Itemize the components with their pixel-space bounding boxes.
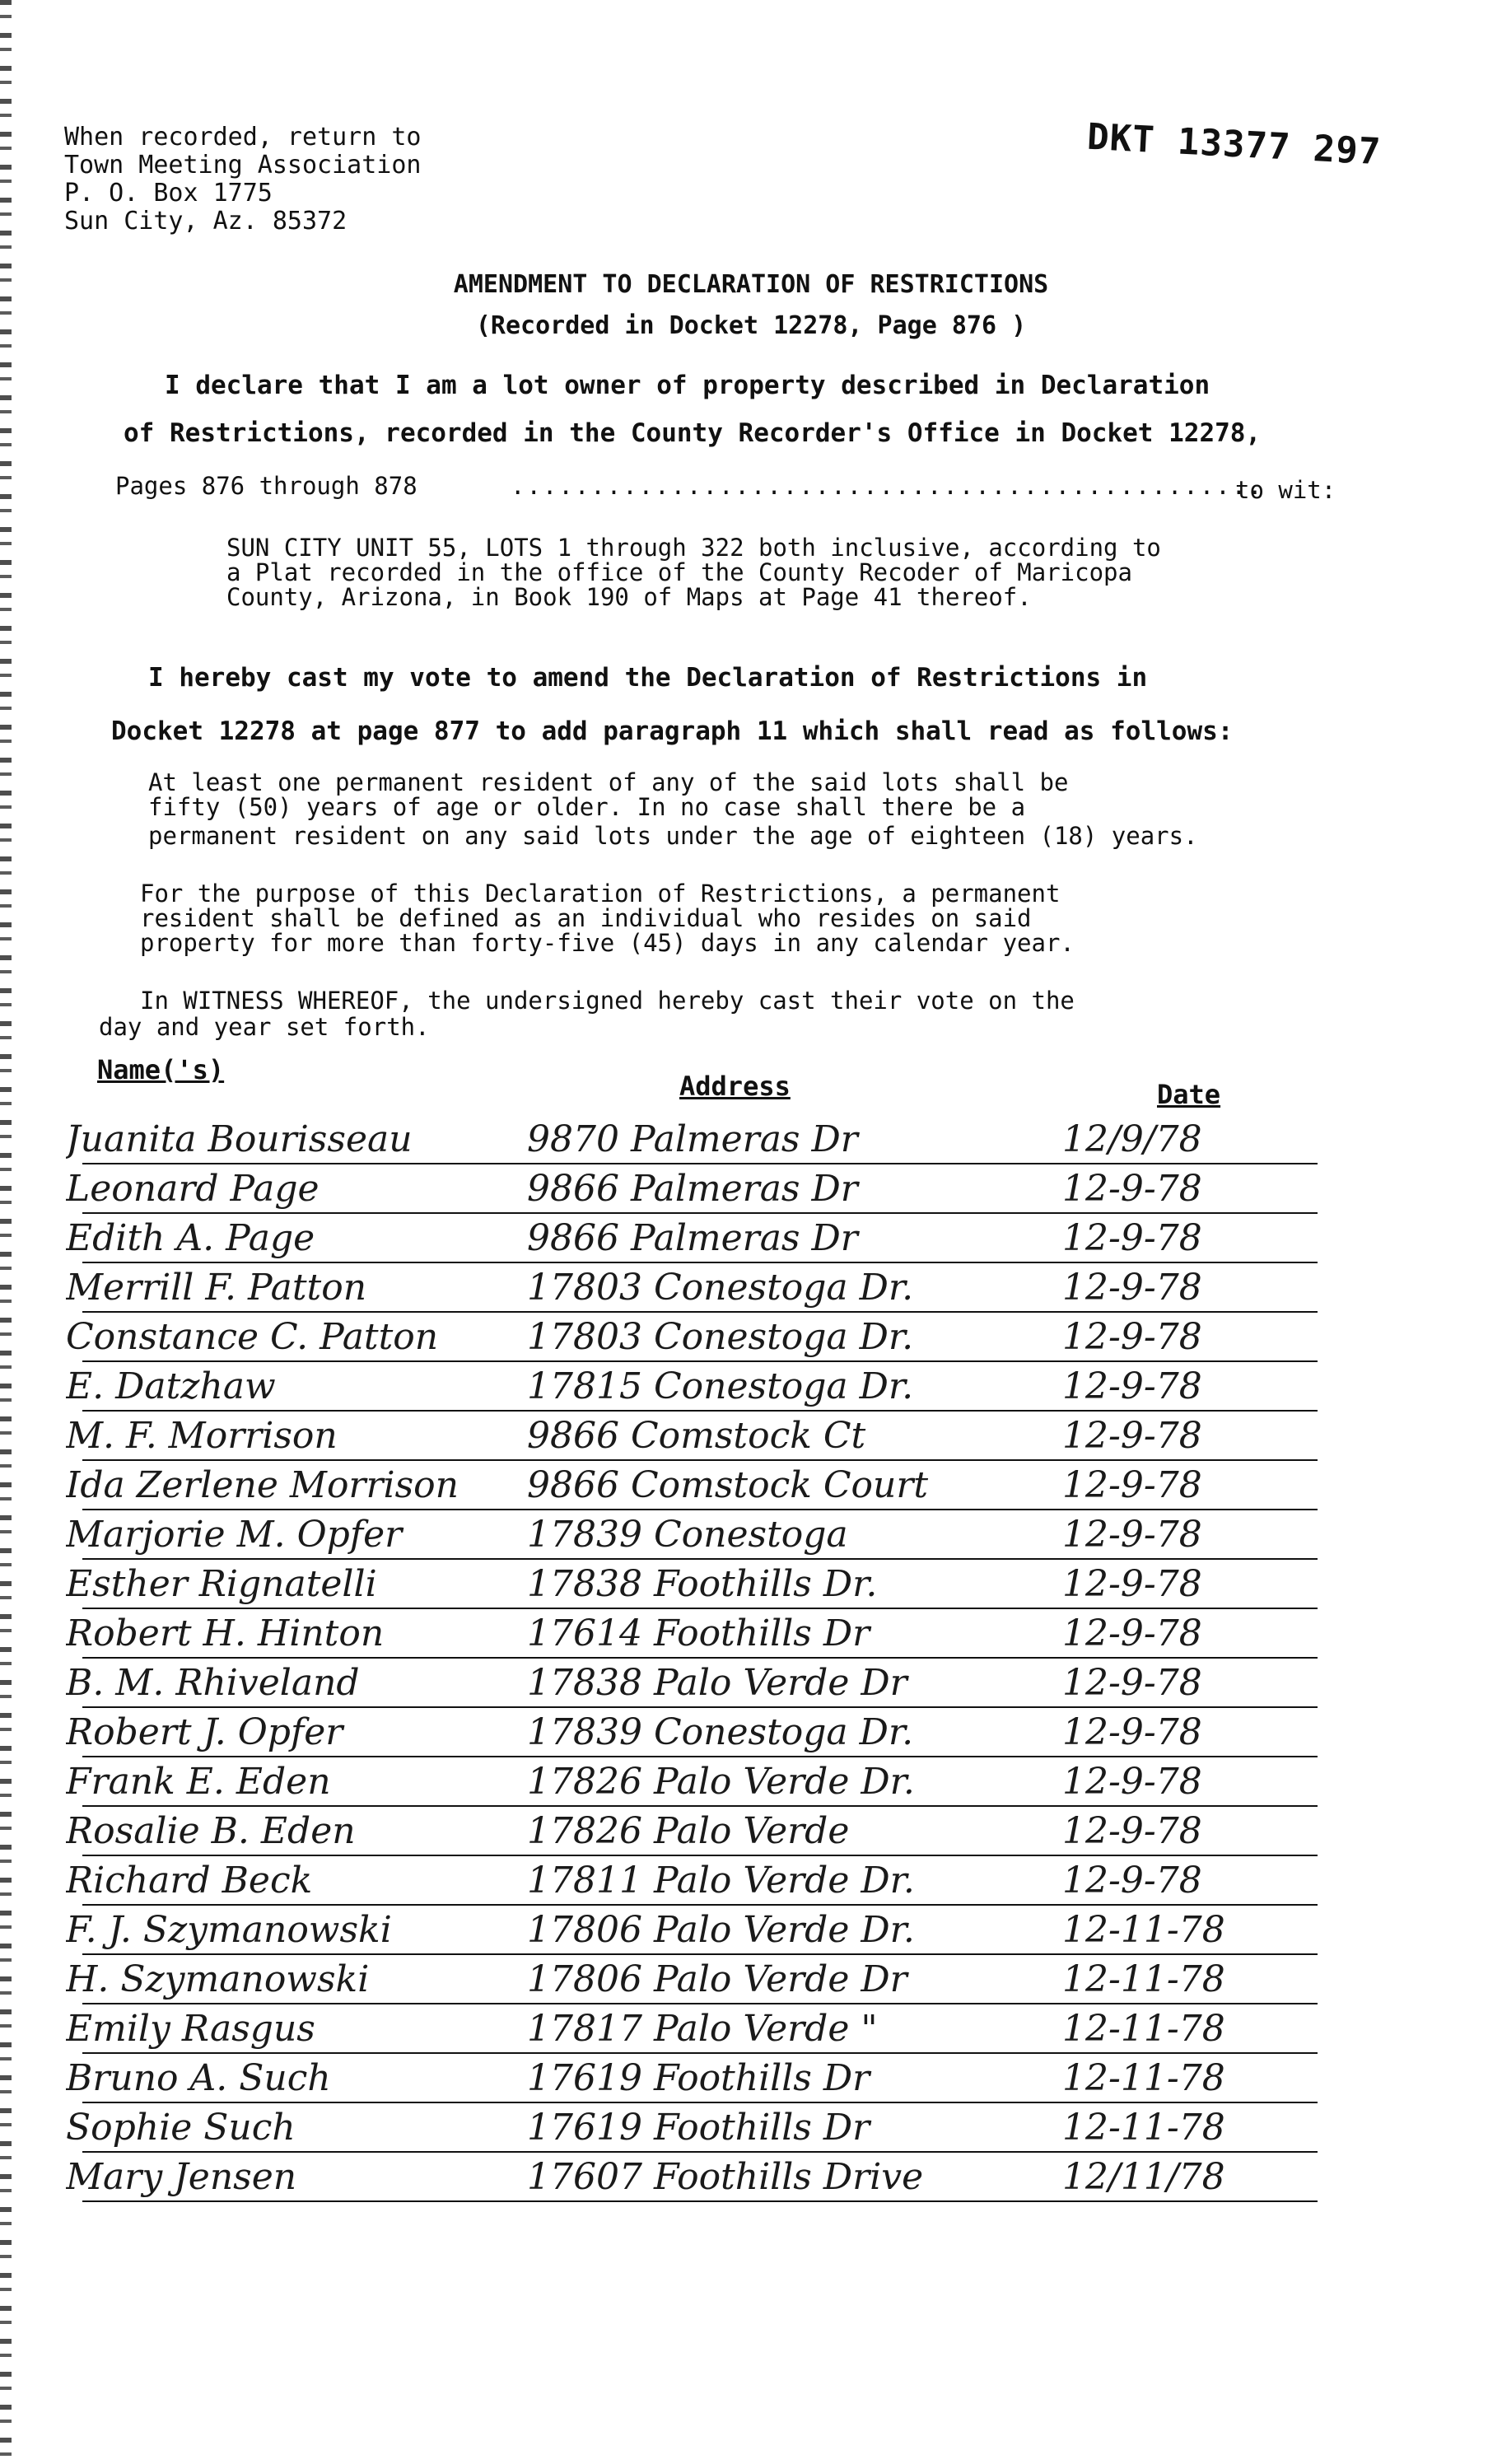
declare-line-1: I declare that I am a lot owner of property described in Declaration xyxy=(165,371,1210,400)
signature-name: Robert J. Opfer xyxy=(66,1711,343,1753)
signature-row xyxy=(49,1958,1466,2008)
unit-line-1: SUN CITY UNIT 55, LOTS 1 through 322 both inclusive, according to xyxy=(226,534,1161,562)
signature-name: Juanita Bourisseau xyxy=(66,1118,413,1160)
signature-date: 12/11/78 xyxy=(1062,2156,1225,2198)
document-title: AMENDMENT TO DECLARATION OF RESTRICTIONS xyxy=(453,270,1049,299)
signature-date: 12-9-78 xyxy=(1062,1761,1202,1803)
entry-rule xyxy=(82,1410,1318,1412)
signature-name: Robert H. Hinton xyxy=(66,1612,385,1654)
signature-address: 17806 Palo Verde Dr. xyxy=(527,1909,915,1951)
signature-date: 12-9-78 xyxy=(1062,1662,1202,1704)
signature-date: 12-9-78 xyxy=(1062,1810,1202,1852)
entry-rule xyxy=(82,1805,1318,1807)
docket-stamp: DKT 13377 297 xyxy=(1085,115,1383,174)
signature-address: 9866 Comstock Ct xyxy=(527,1415,866,1457)
signature-date: 12-9-78 xyxy=(1062,1563,1202,1605)
signature-address: 17815 Conestoga Dr. xyxy=(527,1365,914,1407)
signature-name: Edith A. Page xyxy=(66,1217,315,1259)
signature-row xyxy=(49,1810,1466,1860)
pages-reference: Pages 876 through 878 xyxy=(115,472,417,500)
column-header-name: Name('s) xyxy=(97,1054,225,1085)
signature-row xyxy=(49,2107,1466,2156)
signature-row xyxy=(49,1316,1466,1365)
signature-date: 12-9-78 xyxy=(1062,1514,1202,1556)
signature-date: 12-9-78 xyxy=(1062,1168,1202,1210)
signature-row xyxy=(49,1365,1466,1415)
signature-date: 12-9-78 xyxy=(1062,1711,1202,1753)
signature-date: 12-11-78 xyxy=(1062,2057,1225,2099)
signature-name: Esther Rignatelli xyxy=(66,1563,377,1605)
signature-date: 12-9-78 xyxy=(1062,1464,1202,1506)
paragraph-11-line-2: fifty (50) years of age or older. In no case shall there be a xyxy=(148,793,1026,821)
signature-name: Constance C. Patton xyxy=(66,1316,439,1358)
signature-name: Richard Beck xyxy=(66,1860,313,1902)
entry-rule xyxy=(82,2151,1318,2153)
signature-name: E. Datzhaw xyxy=(66,1365,276,1407)
signature-row xyxy=(49,1514,1466,1563)
signature-address: 17803 Conestoga Dr. xyxy=(527,1267,914,1309)
signature-row xyxy=(49,1415,1466,1464)
entry-rule xyxy=(82,2003,1318,2004)
column-header-address: Address xyxy=(679,1071,791,1102)
entry-rule xyxy=(82,2052,1318,2054)
signature-address: 17826 Palo Verde xyxy=(527,1810,850,1852)
signature-address: 17614 Foothills Dr xyxy=(527,1612,870,1654)
pages-leader-dots: ............................................... xyxy=(511,472,1264,500)
signature-row xyxy=(49,2057,1466,2107)
witness-line-1: In WITNESS WHEREOF, the undersigned hereby cast their vote on the xyxy=(140,987,1075,1015)
document-subtitle: (Recorded in Docket 12278, Page 876 ) xyxy=(475,311,1027,340)
signature-address: 17817 Palo Verde " xyxy=(527,2008,878,2050)
signature-name: Merrill F. Patton xyxy=(66,1267,367,1309)
signature-date: 12-9-78 xyxy=(1062,1612,1202,1654)
signature-name: Rosalie B. Eden xyxy=(66,1810,356,1852)
signature-address: 17619 Foothills Dr xyxy=(527,2057,870,2099)
signature-address: 9866 Comstock Court xyxy=(527,1464,929,1506)
signature-row xyxy=(49,1464,1466,1514)
unit-line-2: a Plat recorded in the office of the County Recoder of Maricopa xyxy=(226,558,1132,586)
signature-date: 12-11-78 xyxy=(1062,2107,1225,2149)
entry-rule xyxy=(82,1360,1318,1362)
return-line-1: When recorded, return to xyxy=(64,123,422,152)
vote-line-1: I hereby cast my vote to amend the Declaration of Restrictions in xyxy=(148,663,1148,693)
signature-name: Mary Jensen xyxy=(66,2156,297,2198)
signature-date: 12-9-78 xyxy=(1062,1365,1202,1407)
signature-name: Bruno A. Such xyxy=(66,2057,331,2099)
signature-row xyxy=(49,1662,1466,1711)
entry-rule xyxy=(82,1311,1318,1313)
signature-row xyxy=(49,1860,1466,1909)
signature-date: 12-9-78 xyxy=(1062,1415,1202,1457)
signature-address: 9866 Palmeras Dr xyxy=(527,1217,858,1259)
signature-name: Ida Zerlene Morrison xyxy=(66,1464,459,1506)
signature-date: 12-11-78 xyxy=(1062,1909,1225,1951)
signature-address: 17839 Conestoga Dr. xyxy=(527,1711,914,1753)
paragraph-11-line-1: At least one permanent resident of any of the said lots shall be xyxy=(148,768,1069,796)
signature-name: Sophie Such xyxy=(66,2107,296,2149)
entry-rule xyxy=(82,1262,1318,1263)
signature-name: Leonard Page xyxy=(66,1168,320,1210)
signature-row xyxy=(49,1267,1466,1316)
signature-row xyxy=(49,1909,1466,1958)
signature-name: Frank E. Eden xyxy=(66,1761,331,1803)
purpose-line-1: For the purpose of this Declaration of Restrictions, a permanent xyxy=(140,880,1061,908)
signature-row xyxy=(49,1118,1466,1168)
entry-rule xyxy=(82,1953,1318,1955)
signature-row xyxy=(49,1217,1466,1267)
purpose-line-3: property for more than forty-five (45) days in any calendar year. xyxy=(140,929,1075,957)
paragraph-11-line-3: permanent resident on any said lots under the age of eighteen (18) years. xyxy=(148,822,1198,850)
signature-name: B. M. Rhiveland xyxy=(66,1662,360,1704)
signature-name: Emily Rasgus xyxy=(66,2008,315,2050)
declare-line-2: of Restrictions, recorded in the County Recorder's Office in Docket 12278, xyxy=(124,418,1262,448)
signature-address: 17811 Palo Verde Dr. xyxy=(527,1860,915,1902)
signature-address: 17839 Conestoga xyxy=(527,1514,848,1556)
unit-line-3: County, Arizona, in Book 190 of Maps at Page 41 thereof. xyxy=(226,583,1032,611)
signature-date: 12-11-78 xyxy=(1062,1958,1225,2000)
entry-rule xyxy=(82,1459,1318,1461)
witness-line-2: day and year set forth. xyxy=(99,1013,430,1041)
signature-name: F. J. Szymanowski xyxy=(66,1909,392,1951)
entry-rule xyxy=(82,2102,1318,2103)
signature-row xyxy=(49,1761,1466,1810)
signature-address: 17607 Foothills Drive xyxy=(527,2156,924,2198)
signature-name: Marjorie M. Opfer xyxy=(66,1514,403,1556)
signature-date: 12-9-78 xyxy=(1062,1267,1202,1309)
to-wit: to wit: xyxy=(1235,476,1336,504)
signature-row xyxy=(49,1612,1466,1662)
signature-row xyxy=(49,2008,1466,2057)
signature-date: 12-11-78 xyxy=(1062,2008,1225,2050)
entry-rule xyxy=(82,1855,1318,1856)
entry-rule xyxy=(82,1558,1318,1560)
vote-line-2: Docket 12278 at page 877 to add paragraph 11 which shall read as follows: xyxy=(111,716,1234,746)
column-header-date: Date xyxy=(1157,1079,1221,1110)
return-address-block xyxy=(64,124,421,236)
signature-row xyxy=(49,1168,1466,1217)
signature-address: 9866 Palmeras Dr xyxy=(527,1168,858,1210)
purpose-line-2: resident shall be defined as an individual who resides on said xyxy=(140,904,1032,932)
entry-rule xyxy=(82,2200,1318,2202)
scan-edge xyxy=(0,0,12,2464)
signature-date: 12-9-78 xyxy=(1062,1316,1202,1358)
return-line-4: Sun City, Az. 85372 xyxy=(64,207,348,236)
signature-address: 9870 Palmeras Dr xyxy=(527,1118,858,1160)
signature-address: 17838 Palo Verde Dr xyxy=(527,1662,907,1704)
signature-address: 17803 Conestoga Dr. xyxy=(527,1316,914,1358)
return-line-3: P. O. Box 1775 xyxy=(64,179,273,208)
signature-row xyxy=(49,1563,1466,1612)
entry-rule xyxy=(82,1212,1318,1214)
signature-name: H. Szymanowski xyxy=(66,1958,370,2000)
entry-rule xyxy=(82,1163,1318,1164)
signature-date: 12-9-78 xyxy=(1062,1217,1202,1259)
signature-address: 17838 Foothills Dr. xyxy=(527,1563,878,1605)
signature-date: 12/9/78 xyxy=(1062,1118,1202,1160)
signature-row xyxy=(49,1711,1466,1761)
signature-name: M. F. Morrison xyxy=(66,1415,338,1457)
return-line-2: Town Meeting Association xyxy=(64,151,422,180)
signature-address: 17619 Foothills Dr xyxy=(527,2107,870,2149)
entry-rule xyxy=(82,1756,1318,1757)
signature-row xyxy=(49,2156,1466,2205)
signature-address: 17806 Palo Verde Dr xyxy=(527,1958,907,2000)
entry-rule xyxy=(82,1904,1318,1906)
entry-rule xyxy=(82,1608,1318,1609)
entry-rule xyxy=(82,1706,1318,1708)
signature-date: 12-9-78 xyxy=(1062,1860,1202,1902)
entry-rule xyxy=(82,1657,1318,1659)
entry-rule xyxy=(82,1509,1318,1510)
signature-address: 17826 Palo Verde Dr. xyxy=(527,1761,915,1803)
